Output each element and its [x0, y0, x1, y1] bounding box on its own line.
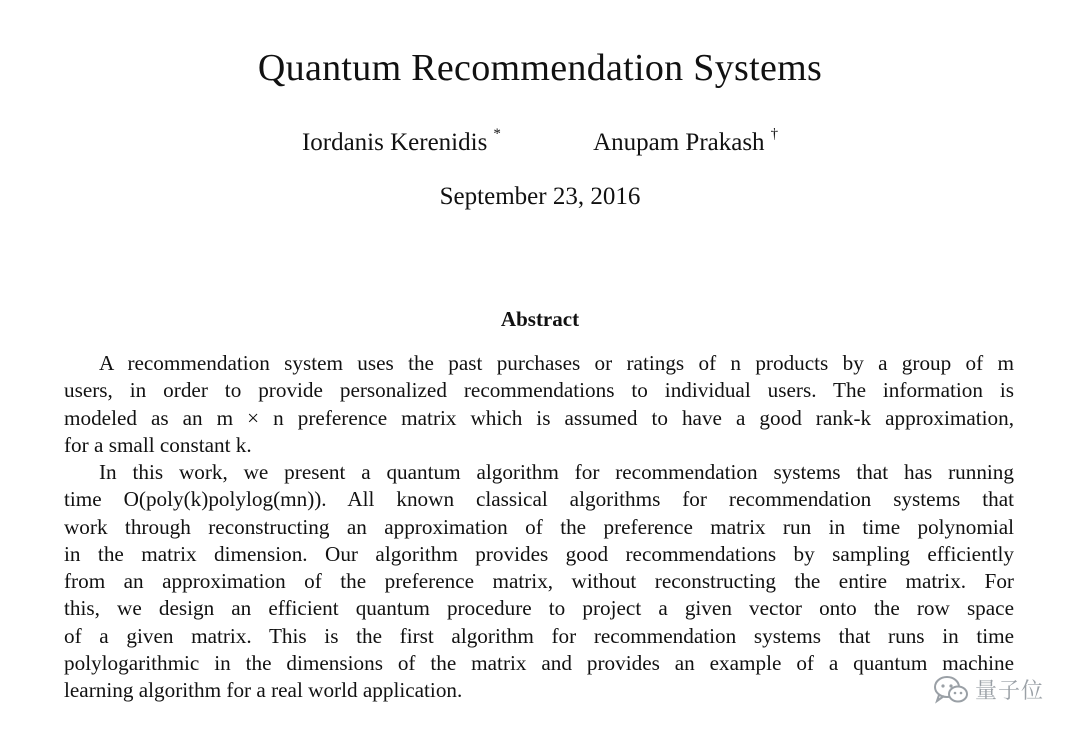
wechat-icon [933, 675, 969, 705]
author-footnote-mark: * [493, 126, 501, 142]
abstract-paragraph-2 [64, 459, 1014, 705]
paper-title: Quantum Recommendation Systems [257, 47, 823, 89]
author-name: Iordanis Kerenidis [301, 129, 488, 156]
abstract-paragraph-1 [64, 350, 1014, 459]
author-2 [593, 126, 778, 157]
abstract-line: polylogarithmic in the dimensions of the matrix and provides an example of a quantum machine [64, 651, 1014, 676]
abstract-line: learning algorithm for a real world application. [64, 678, 463, 703]
abstract-line: this, we design an efficient quantum procedure to project a given vector onto the row space [64, 596, 1014, 621]
author-list [0, 126, 1080, 157]
abstract-heading: Abstract [500, 307, 580, 331]
paper-date: September 23, 2016 [439, 183, 641, 210]
abstract-line: time O(poly(k)polylog(mn)). All known classical algorithms for recommendation systems that [64, 487, 1014, 512]
abstract-line: A recommendation system uses the past purchases or ratings of n products by a group of m [99, 351, 1014, 375]
abstract-line: modeled as an m × n preference matrix which is assumed to have a good rank-k approximation, [64, 405, 1014, 430]
abstract-line: users, in order to provide personalized recommendations to individual users. The information is [64, 378, 1014, 403]
abstract-line: from an approximation of the preference matrix, without reconstructing the entire matrix. For [64, 569, 1014, 594]
abstract-line: for a small constant k. [64, 432, 252, 457]
abstract-line: in the matrix dimension. Our algorithm provides good recommendations by sampling efficiently [64, 541, 1014, 566]
watermark [933, 674, 1044, 705]
abstract-line: of a given matrix. This is the first algorithm for recommendation systems that runs in time [64, 623, 1014, 648]
watermark-text: 量子位 [974, 679, 1044, 704]
author-name: Anupam Prakash [593, 129, 765, 156]
abstract-line: In this work, we present a quantum algorithm for recommendation systems that has running [99, 460, 1014, 484]
author-footnote-mark: † [770, 126, 779, 142]
abstract-line: work through reconstructing an approximation of the preference matrix run in time polynomial [64, 514, 1014, 539]
author-1 [302, 126, 501, 157]
